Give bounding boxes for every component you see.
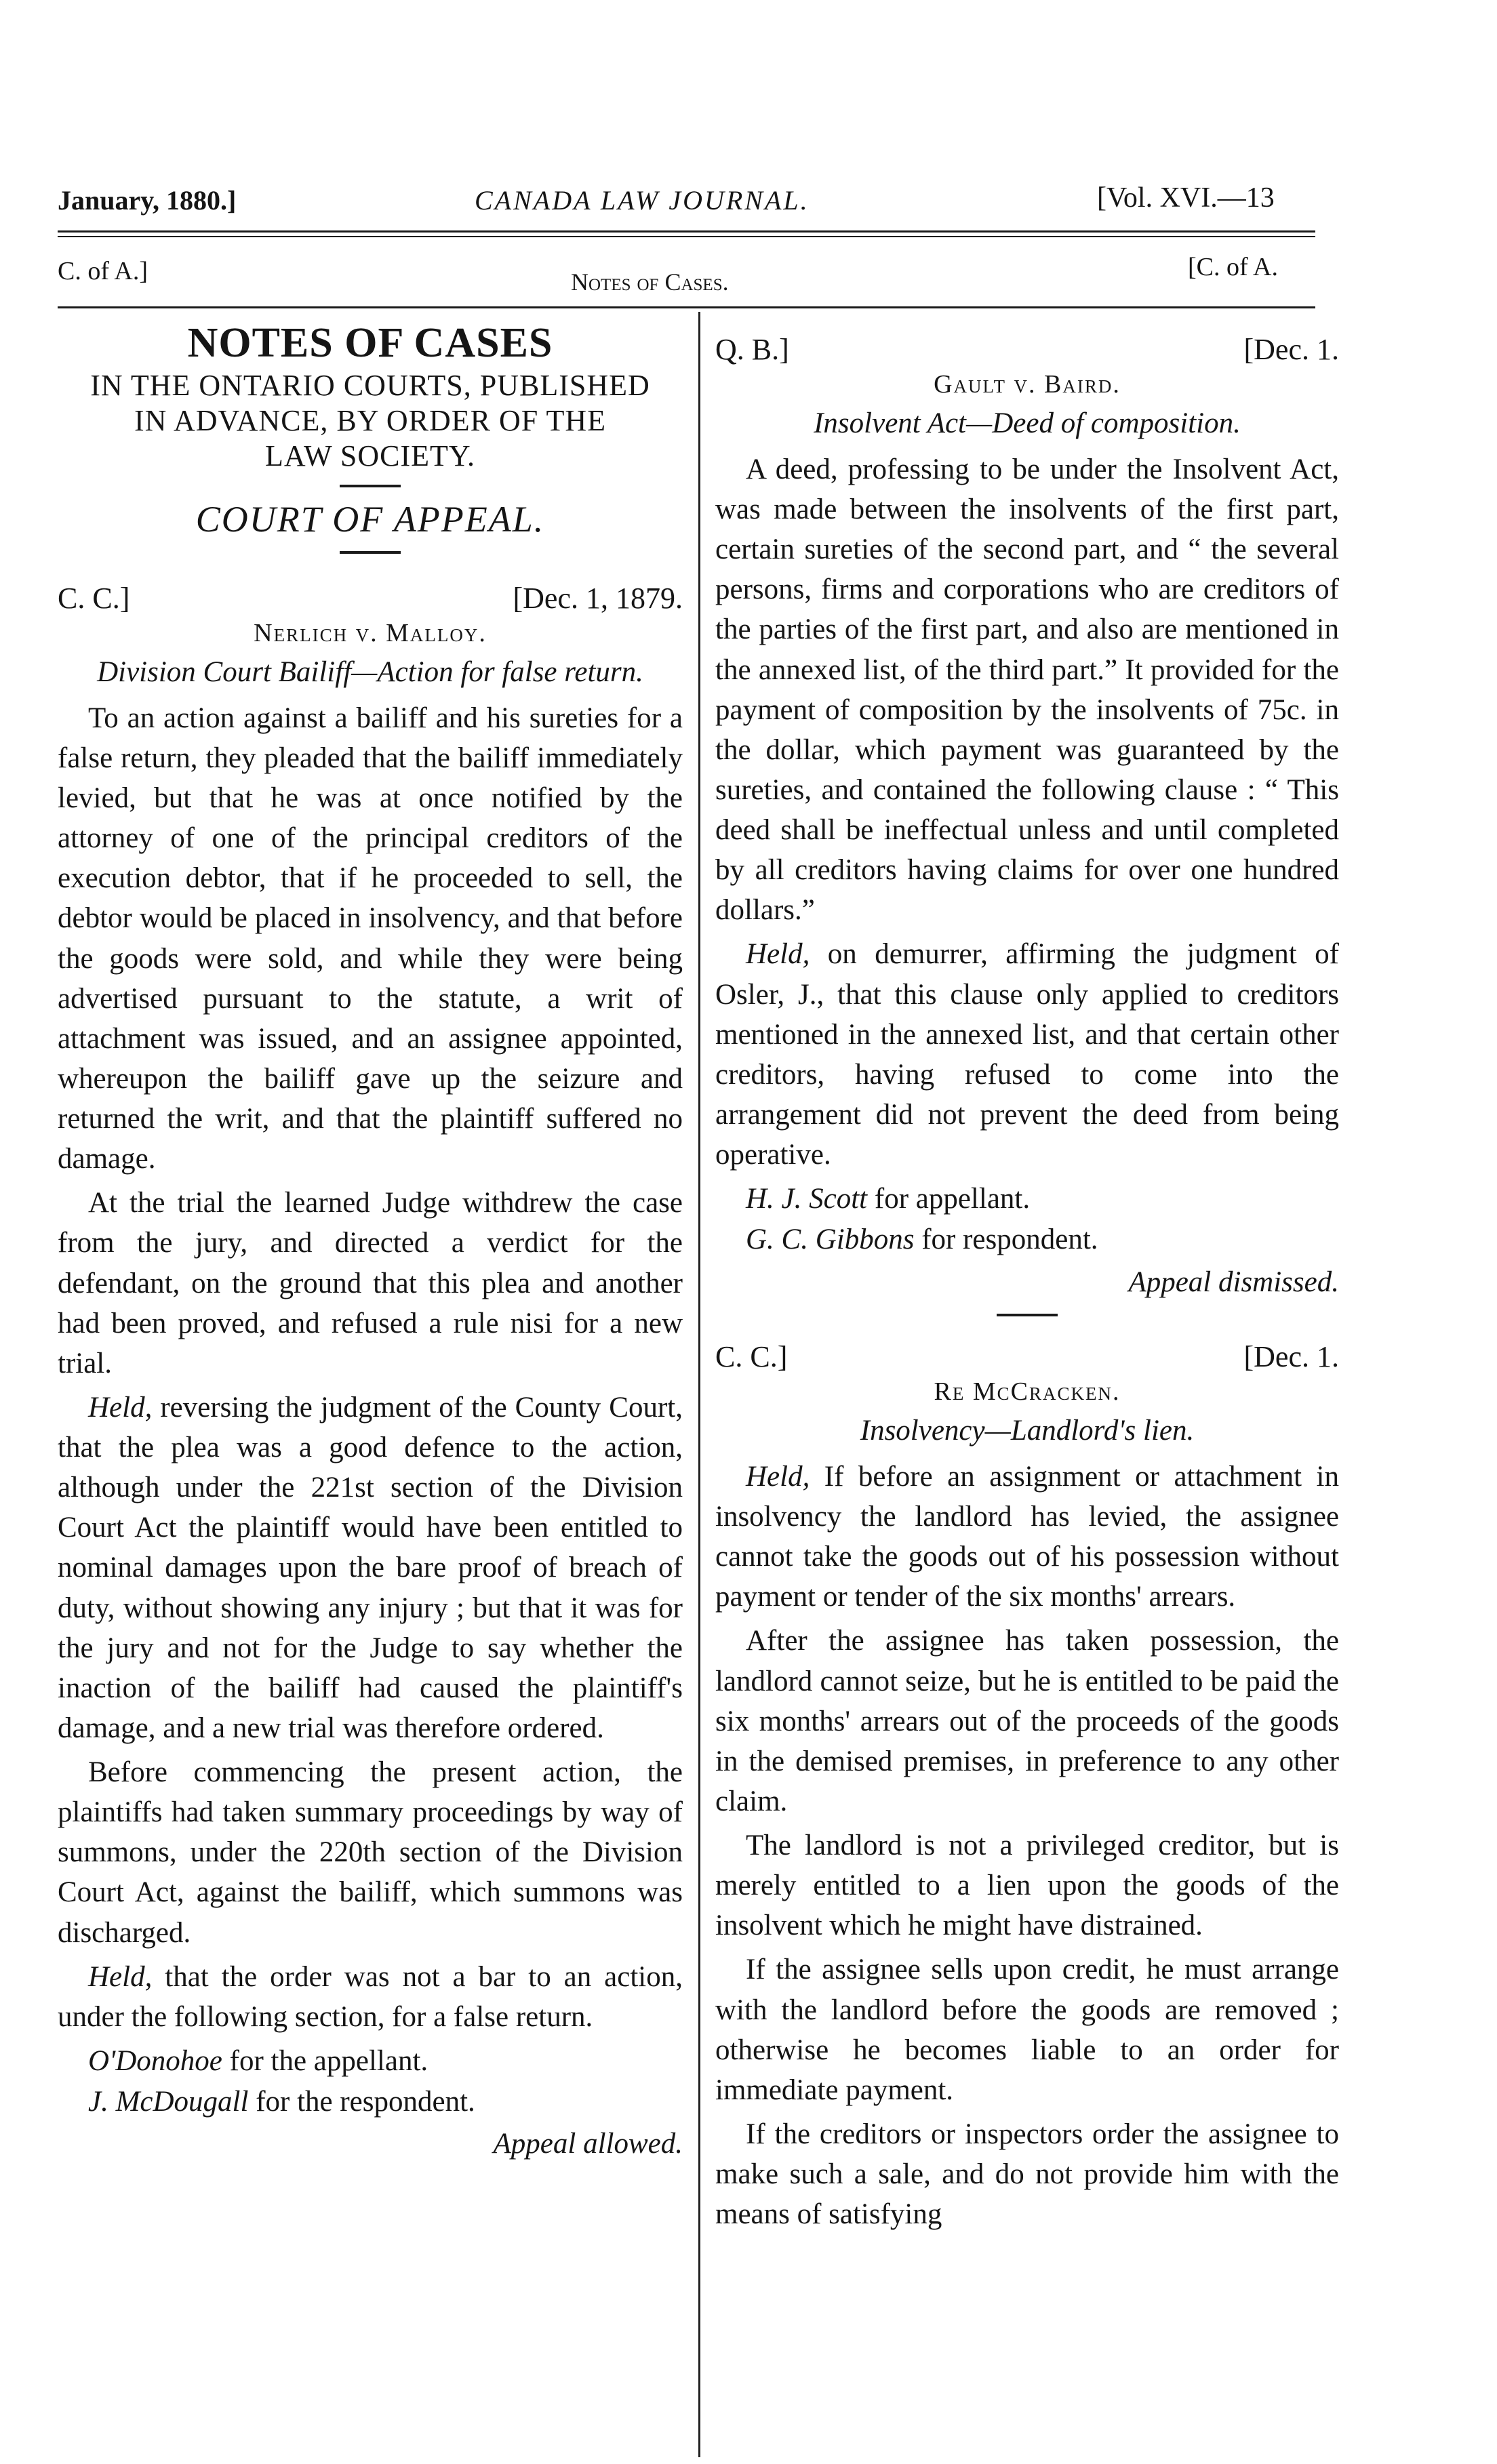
case1-result: Appeal allowed. (493, 2128, 683, 2160)
case2-name: Gault v. Baird. (934, 370, 1121, 399)
case1-paragraph-3 (58, 1388, 683, 1748)
case3-paragraph-4: If the assignee sells upon credit, he must arrange with the landlord before the goods are removed ; otherwise he becomes liable to an order for immediate payment. (715, 1954, 1339, 2106)
subheader-right: [C. of A. (1188, 253, 1278, 281)
case2-paragraph-1: A deed, professing to be under the Insolvent Act, was made between the insolvents of the first part, certain sureties of the second part, and “ the several persons, firms and corporations who are creditors of the parties of the first part, and also are mentioned in the annexed list, of the third part.” It provided for the payment of composition by the insolvents of 75c. in the dollar, which payment was guaranteed by the sureties, and contained the following clause : “ This deed shall be ineffectual unless and until completed by all creditors having claims for over one hundred dollars.” (715, 453, 1339, 927)
case2-counsel-2-name: G. C. Gibbons (746, 1224, 915, 1256)
case2-date: [Dec. 1. (1243, 333, 1339, 366)
title-rule (340, 485, 401, 487)
case1-held-2: Held, (88, 1960, 153, 1993)
case2-counsel-1-role: for appellant. (867, 1183, 1031, 1215)
case1-counsel-2-role: for the respondent. (248, 2086, 475, 2118)
case1-headnote: Division Court Bailiff—Action for false return. (97, 655, 643, 688)
header-date: January, 1880.] (58, 185, 237, 216)
court-rule (340, 551, 401, 554)
case2-rule (997, 1314, 1058, 1316)
left-column (58, 319, 683, 2166)
case1-heading (58, 569, 683, 615)
case3-heading (715, 1330, 1339, 1374)
case2-paragraph-2 (715, 934, 1339, 1175)
case2-held: Held, (746, 938, 810, 971)
section-title-line2: IN THE ONTARIO COURTS, PUBLISHED (90, 369, 650, 403)
section-title-line3: IN ADVANCE, BY ORDER OF THE (134, 404, 607, 438)
case1-name: Nerlich v. Malloy. (254, 618, 487, 647)
court-heading: COURT OF APPEAL. (195, 498, 545, 540)
subheader-rule (58, 306, 1315, 308)
subheader-left: C. of A.] (58, 257, 148, 285)
header-rule-top (58, 230, 1315, 233)
case2-headnote: Insolvent Act—Deed of composition. (814, 407, 1241, 439)
case2-counsel-2-role: for respondent. (914, 1224, 1098, 1256)
case1-counsel-1-name: O'Donohoe (88, 2044, 222, 2077)
case1-paragraph-3-text: reversing the judgment of the County Court, that the plea was a good defence to the action, although under the 221st section of the Division Court Act the plaintiff would have been entitled to nominal damages upon the bare proof of breach of duty, without showing any injury ; but that it was for the jury and not for the Judge to say whether the inaction of the bailiff had caused the plaintiff's damage, and a new trial was therefore ordered. (58, 1391, 683, 1744)
case3-paragraph-1 (715, 1457, 1339, 1617)
volume-number: [Vol. XVI.—13 (1097, 182, 1275, 214)
case1-paragraph-4: Before commencing the present action, the plaintiffs had taken summary proceedings by way of summons, under the 220th section of the Division Court Act, against the bailiff, which summons was discharged. (58, 1756, 683, 1949)
case1-court: C. C.] (58, 581, 130, 615)
case3-headnote: Insolvency—Landlord's lien. (860, 1415, 1195, 1447)
case3-date: [Dec. 1. (1243, 1340, 1339, 1374)
case2-result: Appeal dismissed. (1128, 1266, 1339, 1298)
case1-paragraph-5 (58, 1957, 683, 2037)
header-rule-bottom (58, 236, 1315, 237)
case3-name: Re McCracken. (934, 1377, 1121, 1407)
case2-counsel-2 (715, 1219, 1339, 1260)
case3-court: C. C.] (715, 1340, 788, 1374)
case1-paragraph-1: To an action against a bailiff and his sureties for a false return, they pleaded that the bailiff immediately levied, but that he was at once notified by the attorney of one of the principal creditors of the execution debtor, that if he proceeded to sell, the debtor would be placed in insolvency, and that before the goods were sold, and while they were being advertised pursuant to the statute, a writ of attachment was issued, and an assignee appointed, whereupon the bailiff gave up the seizure and returned the writ, and that the plaintiff suffered no damage. (58, 702, 683, 1175)
case1-counsel-1 (58, 2041, 683, 2082)
section-title (58, 319, 683, 474)
section-title-line4: LAW SOCIETY. (265, 439, 475, 472)
section-title-line1: NOTES OF CASES (187, 320, 553, 366)
case1-held-1: Held, (88, 1391, 153, 1423)
case3-paragraph-2: After the assignee has taken possession, the landlord cannot seize, but he is entitled to be paid the six months' arrears out of the proceeds of the goods in the demised premises, in preference to any other claim. (715, 1625, 1339, 1817)
case1-paragraph-2: At the trial the learned Judge withdrew the case from the jury, and directed a verdict for the defendant, on the ground that this plea and another had been proved, and refused a rule nisi for a new trial. (58, 1187, 683, 1379)
case3-held: Held, (746, 1460, 810, 1493)
case1-date: [Dec. 1, 1879. (513, 581, 683, 615)
case1-counsel-2 (58, 2082, 683, 2122)
case3-paragraph-5: If the creditors or inspectors order the assignee to make such a sale, and do not provide him with the means of satisfying (715, 2118, 1339, 2231)
case1-paragraph-5-text: that the order was not a bar to an action, under the following section, for a false return. (58, 1960, 683, 2033)
case1-counsel-1-role: for the appellant. (222, 2044, 428, 2077)
column-divider (698, 312, 700, 2457)
case2-paragraph-2-text: on demurrer, affirming the judgment of Osler, J., that this clause only applied to creditors mentioned in the annexed list, and that certain other creditors, having refused to come into the arrangement did not prevent the deed from being operative. (715, 938, 1339, 1171)
case2-court: Q. B.] (715, 333, 789, 366)
journal-title: CANADA LAW JOURNAL. (475, 185, 810, 216)
right-column (715, 319, 1339, 2238)
case1-counsel-2-name: J. McDougall (88, 2086, 249, 2118)
case3-paragraph-3: The landlord is not a privileged creditor, but is merely entitled to a lien upon the goods of the insolvent which he might have distrained. (715, 1830, 1339, 1942)
case3-paragraph-1-text: If before an assignment or attachment in insolvency the landlord has levied, the assignee cannot take the goods out of his possession without payment or tender of the six months' arrears. (715, 1460, 1339, 1613)
case2-counsel-1-name: H. J. Scott (746, 1183, 868, 1215)
subheader-center: Notes of Cases. (571, 268, 729, 296)
case2-counsel-1 (715, 1179, 1339, 1219)
case2-heading (715, 319, 1339, 367)
